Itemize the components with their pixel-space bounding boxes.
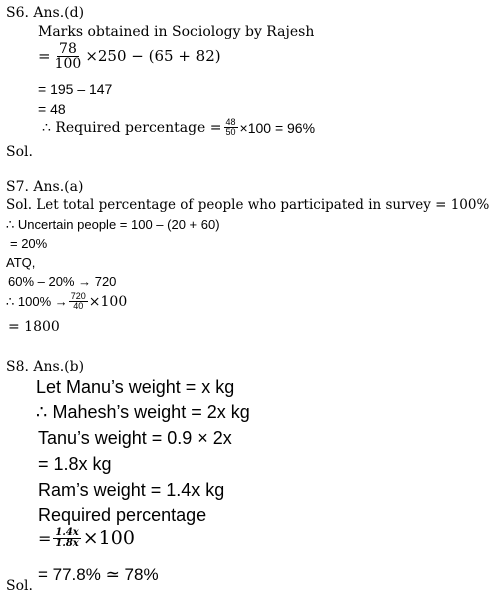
s8-line-1: Let Manu’s weight = x kg xyxy=(36,377,235,397)
s7-line-4: ATQ, xyxy=(6,255,36,270)
s6-line5-denominator: 50 xyxy=(225,127,236,137)
s8-line-4: = 1.8x kg xyxy=(38,454,112,474)
s6-eq1-rest: ×250 − (65 + 82) xyxy=(85,47,221,65)
s6-eq1-denominator: 100 xyxy=(54,56,82,72)
s7-line6-fraction xyxy=(69,292,88,311)
s7-line-3: = 20% xyxy=(10,236,48,251)
s8-line7-rest: ×100 xyxy=(82,527,135,549)
s7-line-1: Sol. Let total percentage of people who participated in survey = 100% xyxy=(6,197,490,213)
s8-line7-denominator: 1.8x xyxy=(55,538,79,549)
s7-line6-rest: ×100 xyxy=(88,293,128,310)
s8-line-3: Tanu’s weight = 0.9 × 2x xyxy=(38,428,232,448)
s8-line-8: = 77.8% ≃ 78% xyxy=(38,565,159,584)
s6-equation-1 xyxy=(38,42,221,71)
s8-sol: Sol. xyxy=(6,578,33,594)
s6-sol: Sol. xyxy=(6,144,33,160)
s6-eq1-numerator: 78 xyxy=(59,41,77,57)
s6-line-5 xyxy=(42,118,315,137)
s8-line7-numerator: 1.4x xyxy=(55,527,79,538)
s6-heading: S6. Ans.(d) xyxy=(6,5,85,21)
s6-line5-rest: ×100 = 96% xyxy=(239,119,316,136)
s8-line-2: ∴ Mahesh’s weight = 2x kg xyxy=(36,402,250,422)
s6-line-3: = 195 – 147 xyxy=(38,81,113,97)
s8-line-5: Ram’s weight = 1.4x kg xyxy=(38,480,225,500)
s6-line-4: = 48 xyxy=(38,101,66,117)
s6-eq1-fraction xyxy=(53,42,84,71)
s7-line6-denominator: 40 xyxy=(73,301,84,311)
s8-line7-prefix: = xyxy=(38,528,52,548)
s6-eq1-prefix: = xyxy=(38,47,51,65)
s7-line-6 xyxy=(6,292,127,311)
s8-heading: S8. Ans.(b) xyxy=(6,359,85,375)
s6-line5-numerator: 48 xyxy=(225,117,236,127)
s7-line-7: = 1800 xyxy=(8,319,60,335)
s6-line5-fraction xyxy=(224,118,238,137)
s7-heading: S7. Ans.(a) xyxy=(6,179,84,195)
s7-line-2: ∴ Uncertain people = 100 – (20 + 60) xyxy=(6,217,220,232)
s7-line6-prefix: ∴ 100% → xyxy=(6,294,68,309)
s6-line-1: Marks obtained in Sociology by Rajesh xyxy=(38,24,315,40)
s8-line-6: Required percentage xyxy=(38,505,207,525)
s8-line-7 xyxy=(38,528,135,549)
s7-line-5: 60% – 20% → 720 xyxy=(8,274,117,289)
s7-line6-numerator: 720 xyxy=(70,291,86,301)
s8-line7-fraction xyxy=(53,528,80,549)
s6-line5-prefix: ∴ Required percentage = xyxy=(42,119,222,136)
